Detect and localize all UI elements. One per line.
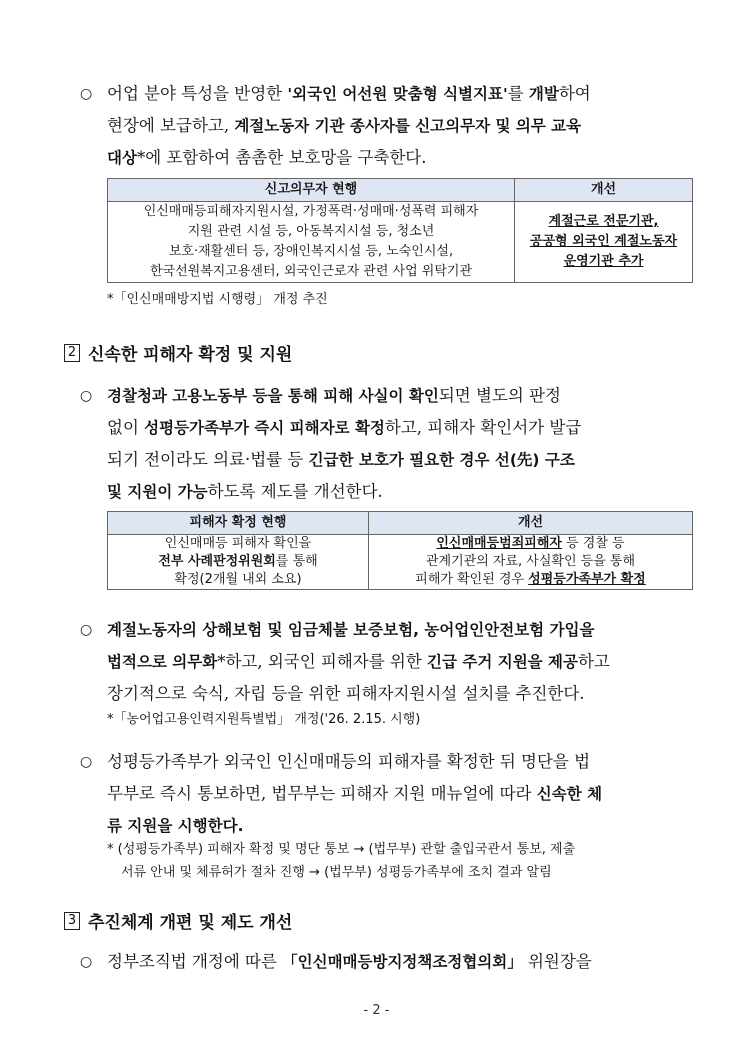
text-line: 어업 분야 특성을 반영한 '외국인 어선원 맞춤형 식별지표'를 개발하여 — [107, 84, 591, 103]
current-cell: 인신매매등 피해자 확인을 전부 사례판정위원회를 통해 확정(2개월 내외 소요) — [108, 535, 369, 590]
section-title: 추진체계 개편 및 제도 개선 — [88, 913, 293, 933]
page-number: - 2 - — [363, 1003, 390, 1018]
current-cell: 인신매매등피해자지원시설, 가정폭력·성매매·성폭력 피해자 지원 관련 시설 등, 아동복지시설 등, 청소년 보호·재활센터 등, 장애인복지시설 등, 노숙인시설, 한국선원복지고용센터, 외국인근로자 관련 사업 위탁기관 — [108, 202, 515, 283]
bullet-icon: ○ — [80, 754, 93, 770]
text-line: 현장에 보급하고, 계절노동자 기관 종사자를 신고의무자 및 의무 교육 — [107, 116, 582, 135]
text-line: 정부조직법 개정에 따른 「인신매매등방지정책조정협의회」 위원장을 — [107, 952, 592, 971]
section-heading-3 — [64, 908, 292, 933]
footnote-special-act: *「농어업고용인력지원특별법」 개정('26. 2.15. 시행) — [107, 712, 421, 727]
footnote-process-line-1: * (성평등가족부) 피해자 확정 및 명단 통보 → (법무부) 관할 출입국관서 통보, 제출 — [107, 842, 576, 857]
reporting-duty-table — [107, 178, 693, 283]
improved-cell: 계절근로 전문기관, 공공형 외국인 계절노동자 운영기관 추가 — [515, 202, 693, 283]
improved-cell: 인신매매등범죄피해자 등 경찰 등 관계기관의 자료, 사실확인 등을 통해 피해가 확인된 경우 성평등가족부가 확정 — [369, 535, 693, 590]
section-number-box: 3 — [64, 912, 80, 930]
paragraph-council-chair — [80, 946, 695, 978]
paragraph-insurance-mandate — [80, 614, 695, 710]
text-line: 무부로 즉시 통보하면, 법무부는 피해자 지원 매뉴얼에 따라 신속한 체 — [107, 784, 603, 803]
footnote-enforcement-decree: *「인신매매방지법 시행령」 개정 추진 — [107, 292, 328, 307]
section-heading-2 — [64, 340, 292, 365]
text-line: 법적으로 의무화*하고, 외국인 피해자를 위한 긴급 주거 지원을 제공하고 — [107, 652, 610, 671]
text-line: 경찰청과 고용노동부 등을 통해 피해 사실이 확인되면 별도의 판정 — [107, 386, 561, 405]
section-number-box: 2 — [64, 344, 80, 362]
text-line: 계절노동자의 상해보험 및 임금체불 보증보험, 농어업인안전보험 가입을 — [107, 621, 595, 639]
text-line: 및 지원이 가능하도록 제도를 개선한다. — [107, 482, 383, 501]
victim-confirmation-table — [107, 511, 693, 590]
paragraph-victim-confirmation — [80, 380, 695, 508]
text-line: 장기적으로 숙식, 자립 등을 위한 피해자지원시설 설치를 추진한다. — [107, 684, 585, 703]
bullet-icon: ○ — [80, 388, 93, 404]
table-header-current: 피해자 확정 현행 — [108, 512, 369, 535]
bullet-icon: ○ — [80, 622, 93, 638]
text-line: 없이 성평등가족부가 즉시 피해자로 확정하고, 피해자 확인서가 발급 — [107, 418, 582, 437]
text-line: 류 지원을 시행한다. — [107, 817, 244, 835]
paragraph-stay-support — [80, 746, 695, 842]
text-line: 대상*에 포함하여 촘촘한 보호망을 구축한다. — [107, 148, 427, 167]
bullet-icon: ○ — [80, 954, 93, 970]
text-line: 성평등가족부가 외국인 인신매매등의 피해자를 확정한 뒤 명단을 법 — [107, 752, 591, 771]
text-line: 되기 전이라도 의료·법률 등 긴급한 보호가 필요한 경우 선(先) 구조 — [107, 450, 575, 469]
paragraph-fisheries-indicator — [80, 78, 695, 174]
table-header-improved: 개선 — [515, 179, 693, 202]
section-title: 신속한 피해자 확정 및 지원 — [88, 345, 293, 365]
table-header-improved: 개선 — [369, 512, 693, 535]
bullet-icon: ○ — [80, 86, 93, 102]
table-header-current: 신고의무자 현행 — [108, 179, 515, 202]
footnote-process-line-2: 서류 안내 및 체류허가 절차 진행 → (법무부) 성평등가족부에 조치 결과 알림 — [121, 865, 552, 880]
